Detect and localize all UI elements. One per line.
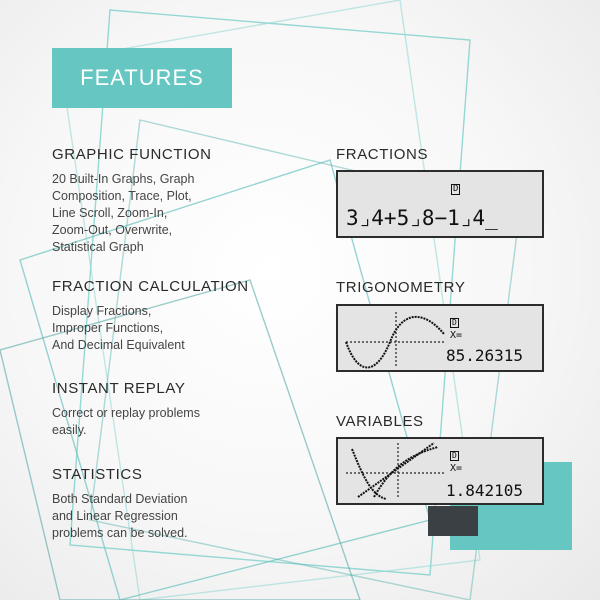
display-value: 3⌟4+5⌟8−1⌟4_ <box>346 206 498 230</box>
display-indicator: D <box>453 184 459 194</box>
feature-description: 20 Built-In Graphs, Graph Composition, Trace, Plot, Line Scroll, Zoom-In, Zoom-Out, Overwrite, Statistical Graph <box>52 172 195 254</box>
feature-description: Both Standard Deviation and Linear Regression problems can be solved. <box>52 492 188 540</box>
feature-heading: INSTANT REPLAY <box>52 380 186 397</box>
feature-instant-replay <box>52 380 292 439</box>
display-indicator: D <box>452 318 457 327</box>
feature-heading: GRAPHIC FUNCTION <box>52 146 212 163</box>
trigonometry-section <box>336 279 465 296</box>
feature-fraction-calculation <box>52 278 292 354</box>
variables-lcd-display <box>336 437 544 505</box>
section-heading: FRACTIONS <box>336 146 429 163</box>
display-label: X= <box>450 330 463 341</box>
decorative-dark-block <box>428 506 478 536</box>
feature-heading: STATISTICS <box>52 466 143 483</box>
fractions-lcd-display <box>336 170 544 238</box>
features-title: FEATURES <box>80 65 204 90</box>
section-heading: VARIABLES <box>336 413 424 430</box>
feature-description: Display Fractions, Improper Functions, And Decimal Equivalent <box>52 304 185 352</box>
feature-graphic-function <box>52 146 292 256</box>
variables-section <box>336 413 424 430</box>
trigonometry-lcd-display <box>336 304 544 372</box>
display-value: 85.26315 <box>446 346 524 365</box>
feature-heading: FRACTION CALCULATION <box>52 278 249 295</box>
display-value: 1.842105 <box>446 481 524 500</box>
feature-statistics <box>52 466 292 542</box>
fractions-section <box>336 146 428 163</box>
section-heading: TRIGONOMETRY <box>336 279 466 296</box>
feature-description: Correct or replay problems easily. <box>52 406 200 437</box>
display-label: X= <box>450 463 463 474</box>
display-indicator: D <box>452 451 457 460</box>
features-banner <box>52 48 232 108</box>
